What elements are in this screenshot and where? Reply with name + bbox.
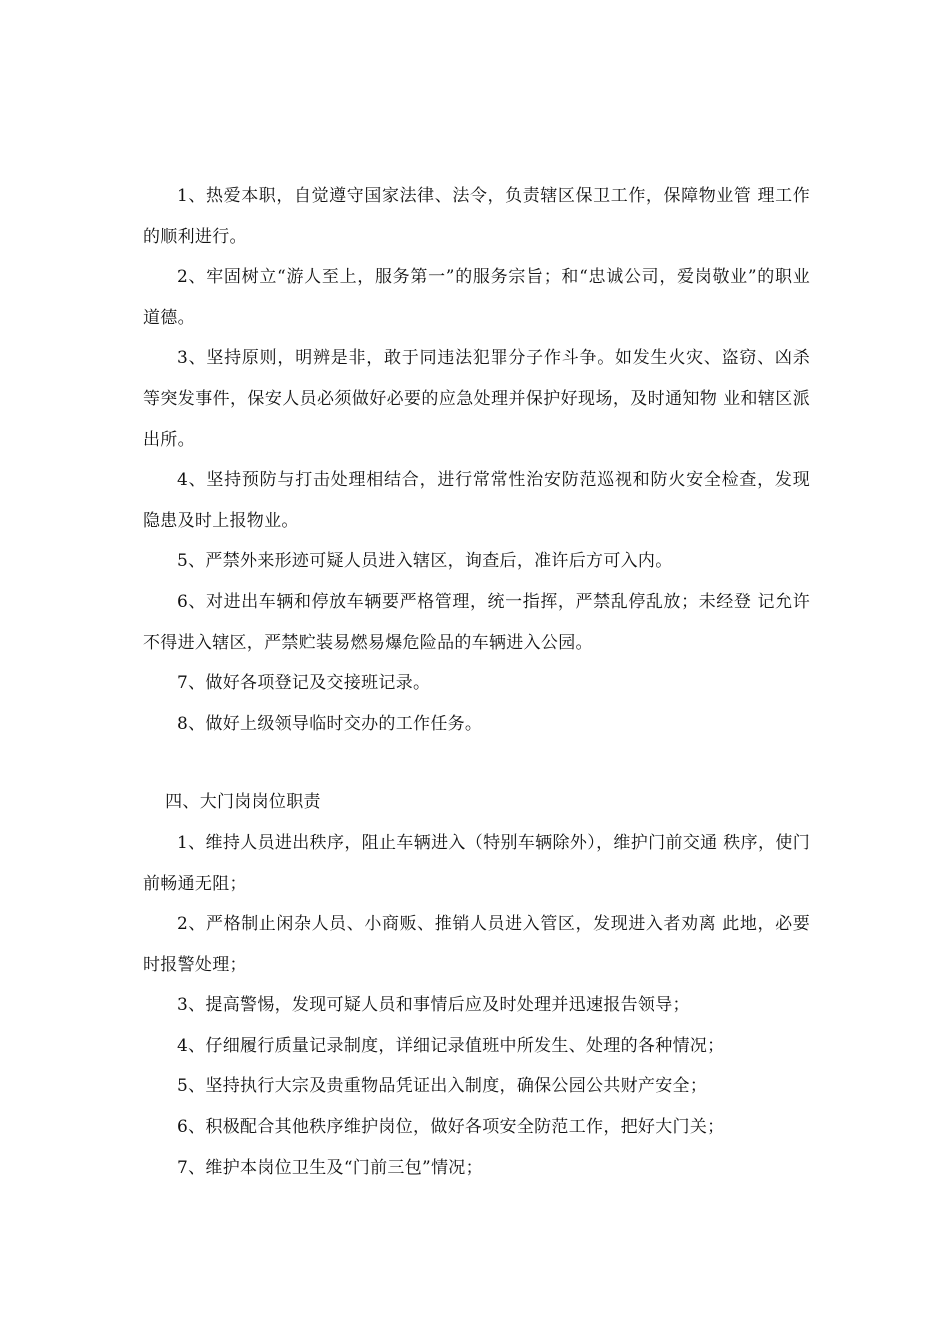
gate-duty-item-4: 4、仔细履行质量记录制度，详细记录值班中所发生、处理的各种情况； [177,1035,725,1056]
gate-duty-item-3: 3、提高警惕，发现可疑人员和事情后应及时处理并迅速报告领导； [177,995,690,1016]
document-body [143,176,810,1188]
duty-item-5: 5、严禁外来形迹可疑人员进入辖区，询查后，准许后方可入内。 [177,551,673,572]
gate-duty-item-7: 7、维护本岗位卫生及“门前三包”情况； [177,1157,483,1178]
duty-item-6: 6、对进出车辆和停放车辆要严格管理，统一指挥，严禁乱停乱放；未经登 记允许不得进入辖区，严禁贮装易燃易爆危险品的车辆进入公园。 [143,591,810,653]
duty-item-8: 8、做好上级领导临时交办的工作任务。 [177,713,483,734]
duty-item-2: 2、牢固树立“游人至上，服务第一”的服务宗旨；和“忠诚公司，爱岗敬业”的职业道德。 [143,267,810,328]
duty-item-1: 1、热爱本职，自觉遵守国家法律、法令，负责辖区保卫工作，保障物业管 理工作的顺利进行。 [143,186,810,247]
section-heading-gate-post: 四、大门岗岗位职责 [165,792,321,813]
gate-duty-item-2: 2、严格制止闲杂人员、小商贩、推销人员进入管区，发现进入者劝离 此地，必要时报警处理； [143,914,810,975]
gate-duty-item-6: 6、积极配合其他秩序维护岗位，做好各项安全防范工作，把好大门关； [177,1117,725,1138]
duty-item-3: 3、坚持原则，明辨是非，敢于同违法犯罪分子作斗争。如发生火灾、盗窃、凶杀等突发事件，保安人员必须做好必要的应急处理并保护好现场，及时通知物 业和辖区派出所。 [143,348,810,450]
gate-duty-item-1: 1、维持人员进出秩序，阻止车辆进入（特别车辆除外），维护门前交通 秩序，使门前畅通无阻； [143,832,810,894]
gate-duty-item-5: 5、坚持执行大宗及贵重物品凭证出入制度，确保公园公共财产安全； [177,1076,708,1097]
duty-item-7: 7、做好各项登记及交接班记录。 [177,673,431,694]
duty-item-4: 4、坚持预防与打击处理相结合，进行常常性治安防范巡视和防火安全检查，发现隐患及时上报物业。 [143,470,810,531]
